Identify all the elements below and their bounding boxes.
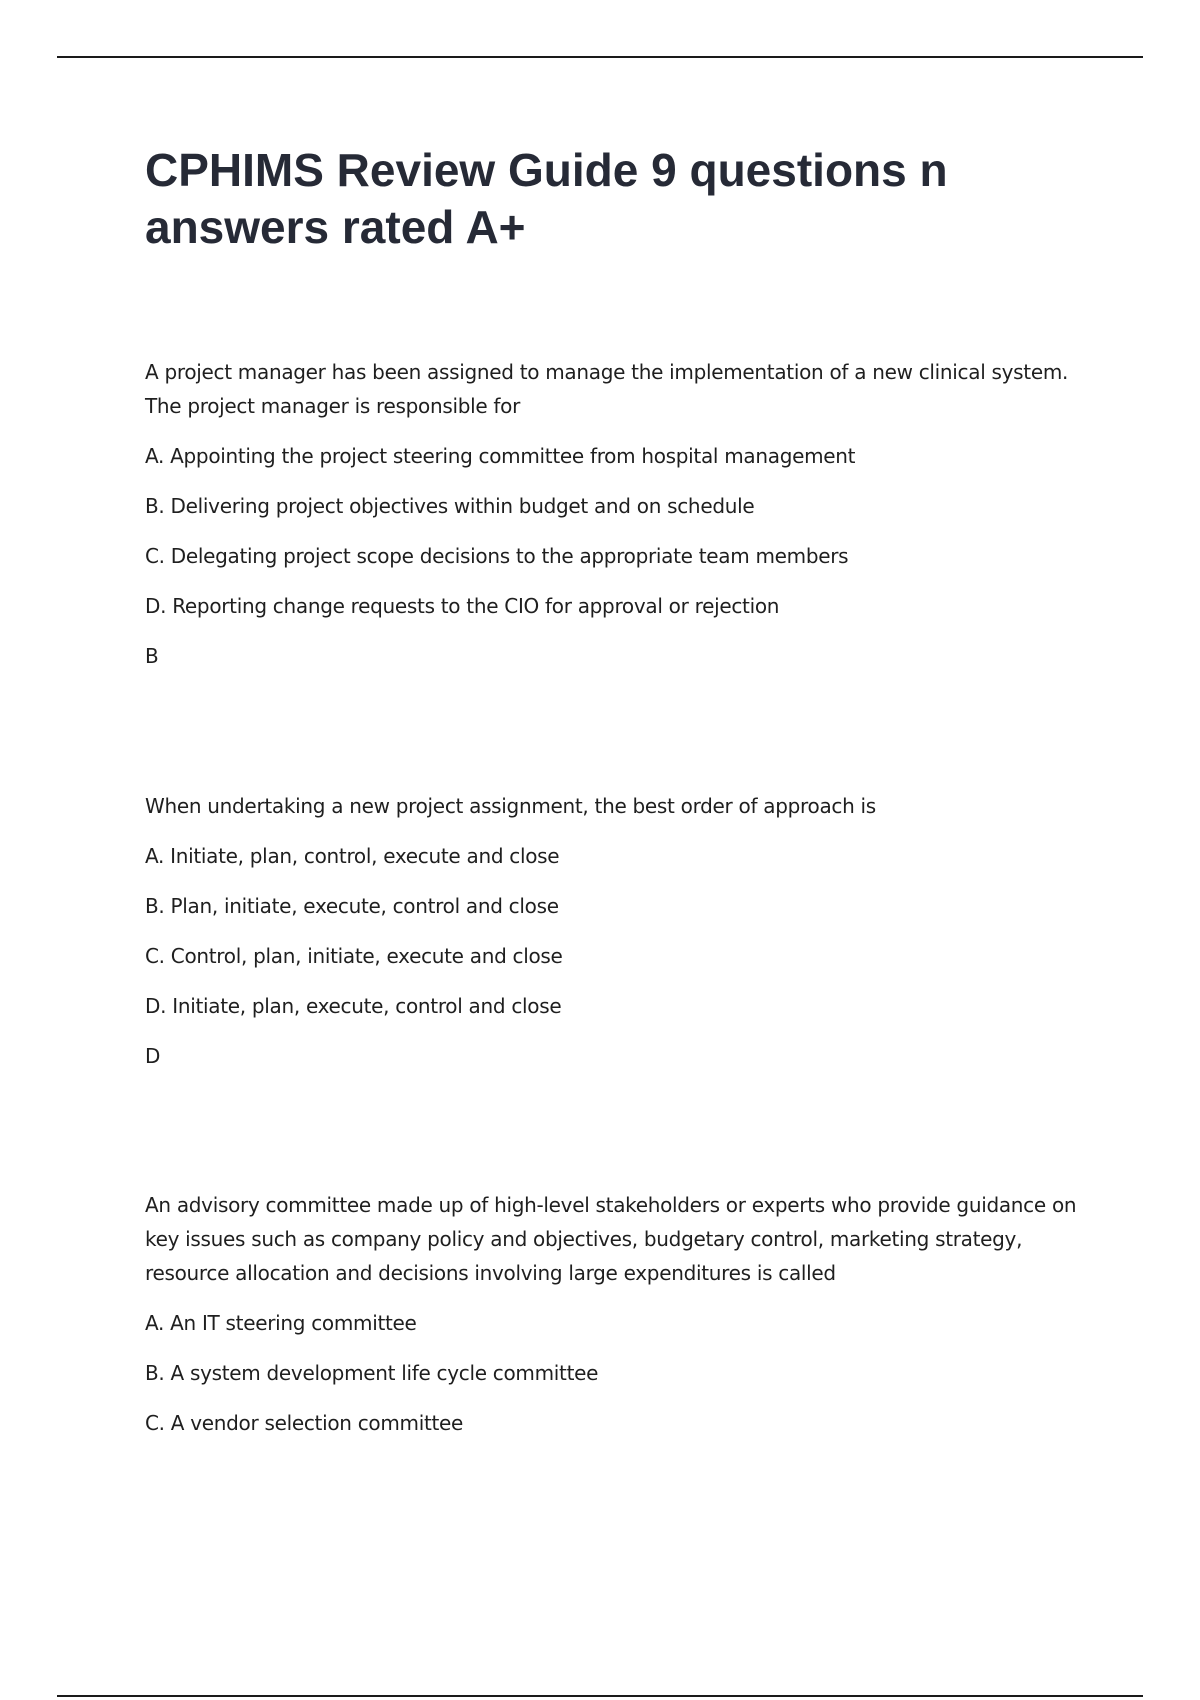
question-block xyxy=(145,789,1095,1073)
correct-answer: D xyxy=(145,1044,161,1068)
answer-option: C. Delegating project scope decisions to the appropriate team members xyxy=(145,544,849,568)
answer-option: A. Initiate, plan, control, execute and close xyxy=(145,844,560,868)
answer-option: C. A vendor selection committee xyxy=(145,1411,464,1435)
answer-option: B. Delivering project objectives within budget and on schedule xyxy=(145,494,755,518)
answer-option: B. A system development life cycle committee xyxy=(145,1361,599,1385)
question-block xyxy=(145,1188,1095,1440)
answer-option: A. Appointing the project steering committee from hospital management xyxy=(145,444,856,468)
question-text: An advisory committee made up of high-level stakeholders or experts who provide guidance on key issues such as company policy and objectives, budgetary control, marketing strategy, resource allocation and decisions involving large expenditures is called xyxy=(145,1193,1077,1285)
correct-answer: B xyxy=(145,644,159,668)
answer-option: B. Plan, initiate, execute, control and close xyxy=(145,894,559,918)
answer-option: C. Control, plan, initiate, execute and close xyxy=(145,944,563,968)
question-text: When undertaking a new project assignment, the best order of approach is xyxy=(145,794,876,818)
answer-option: A. An IT steering committee xyxy=(145,1311,417,1335)
answer-option: D. Initiate, plan, execute, control and close xyxy=(145,994,562,1018)
answer-option: D. Reporting change requests to the CIO for approval or rejection xyxy=(145,594,780,618)
bottom-rule xyxy=(57,1695,1143,1697)
question-block xyxy=(145,355,1095,673)
page-title: CPHIMS Review Guide 9 questions n answers rated A+ xyxy=(145,144,948,253)
question-text: A project manager has been assigned to manage the implementation of a new clinical system. The project manager is responsible for xyxy=(145,360,1069,418)
top-rule xyxy=(57,56,1143,58)
